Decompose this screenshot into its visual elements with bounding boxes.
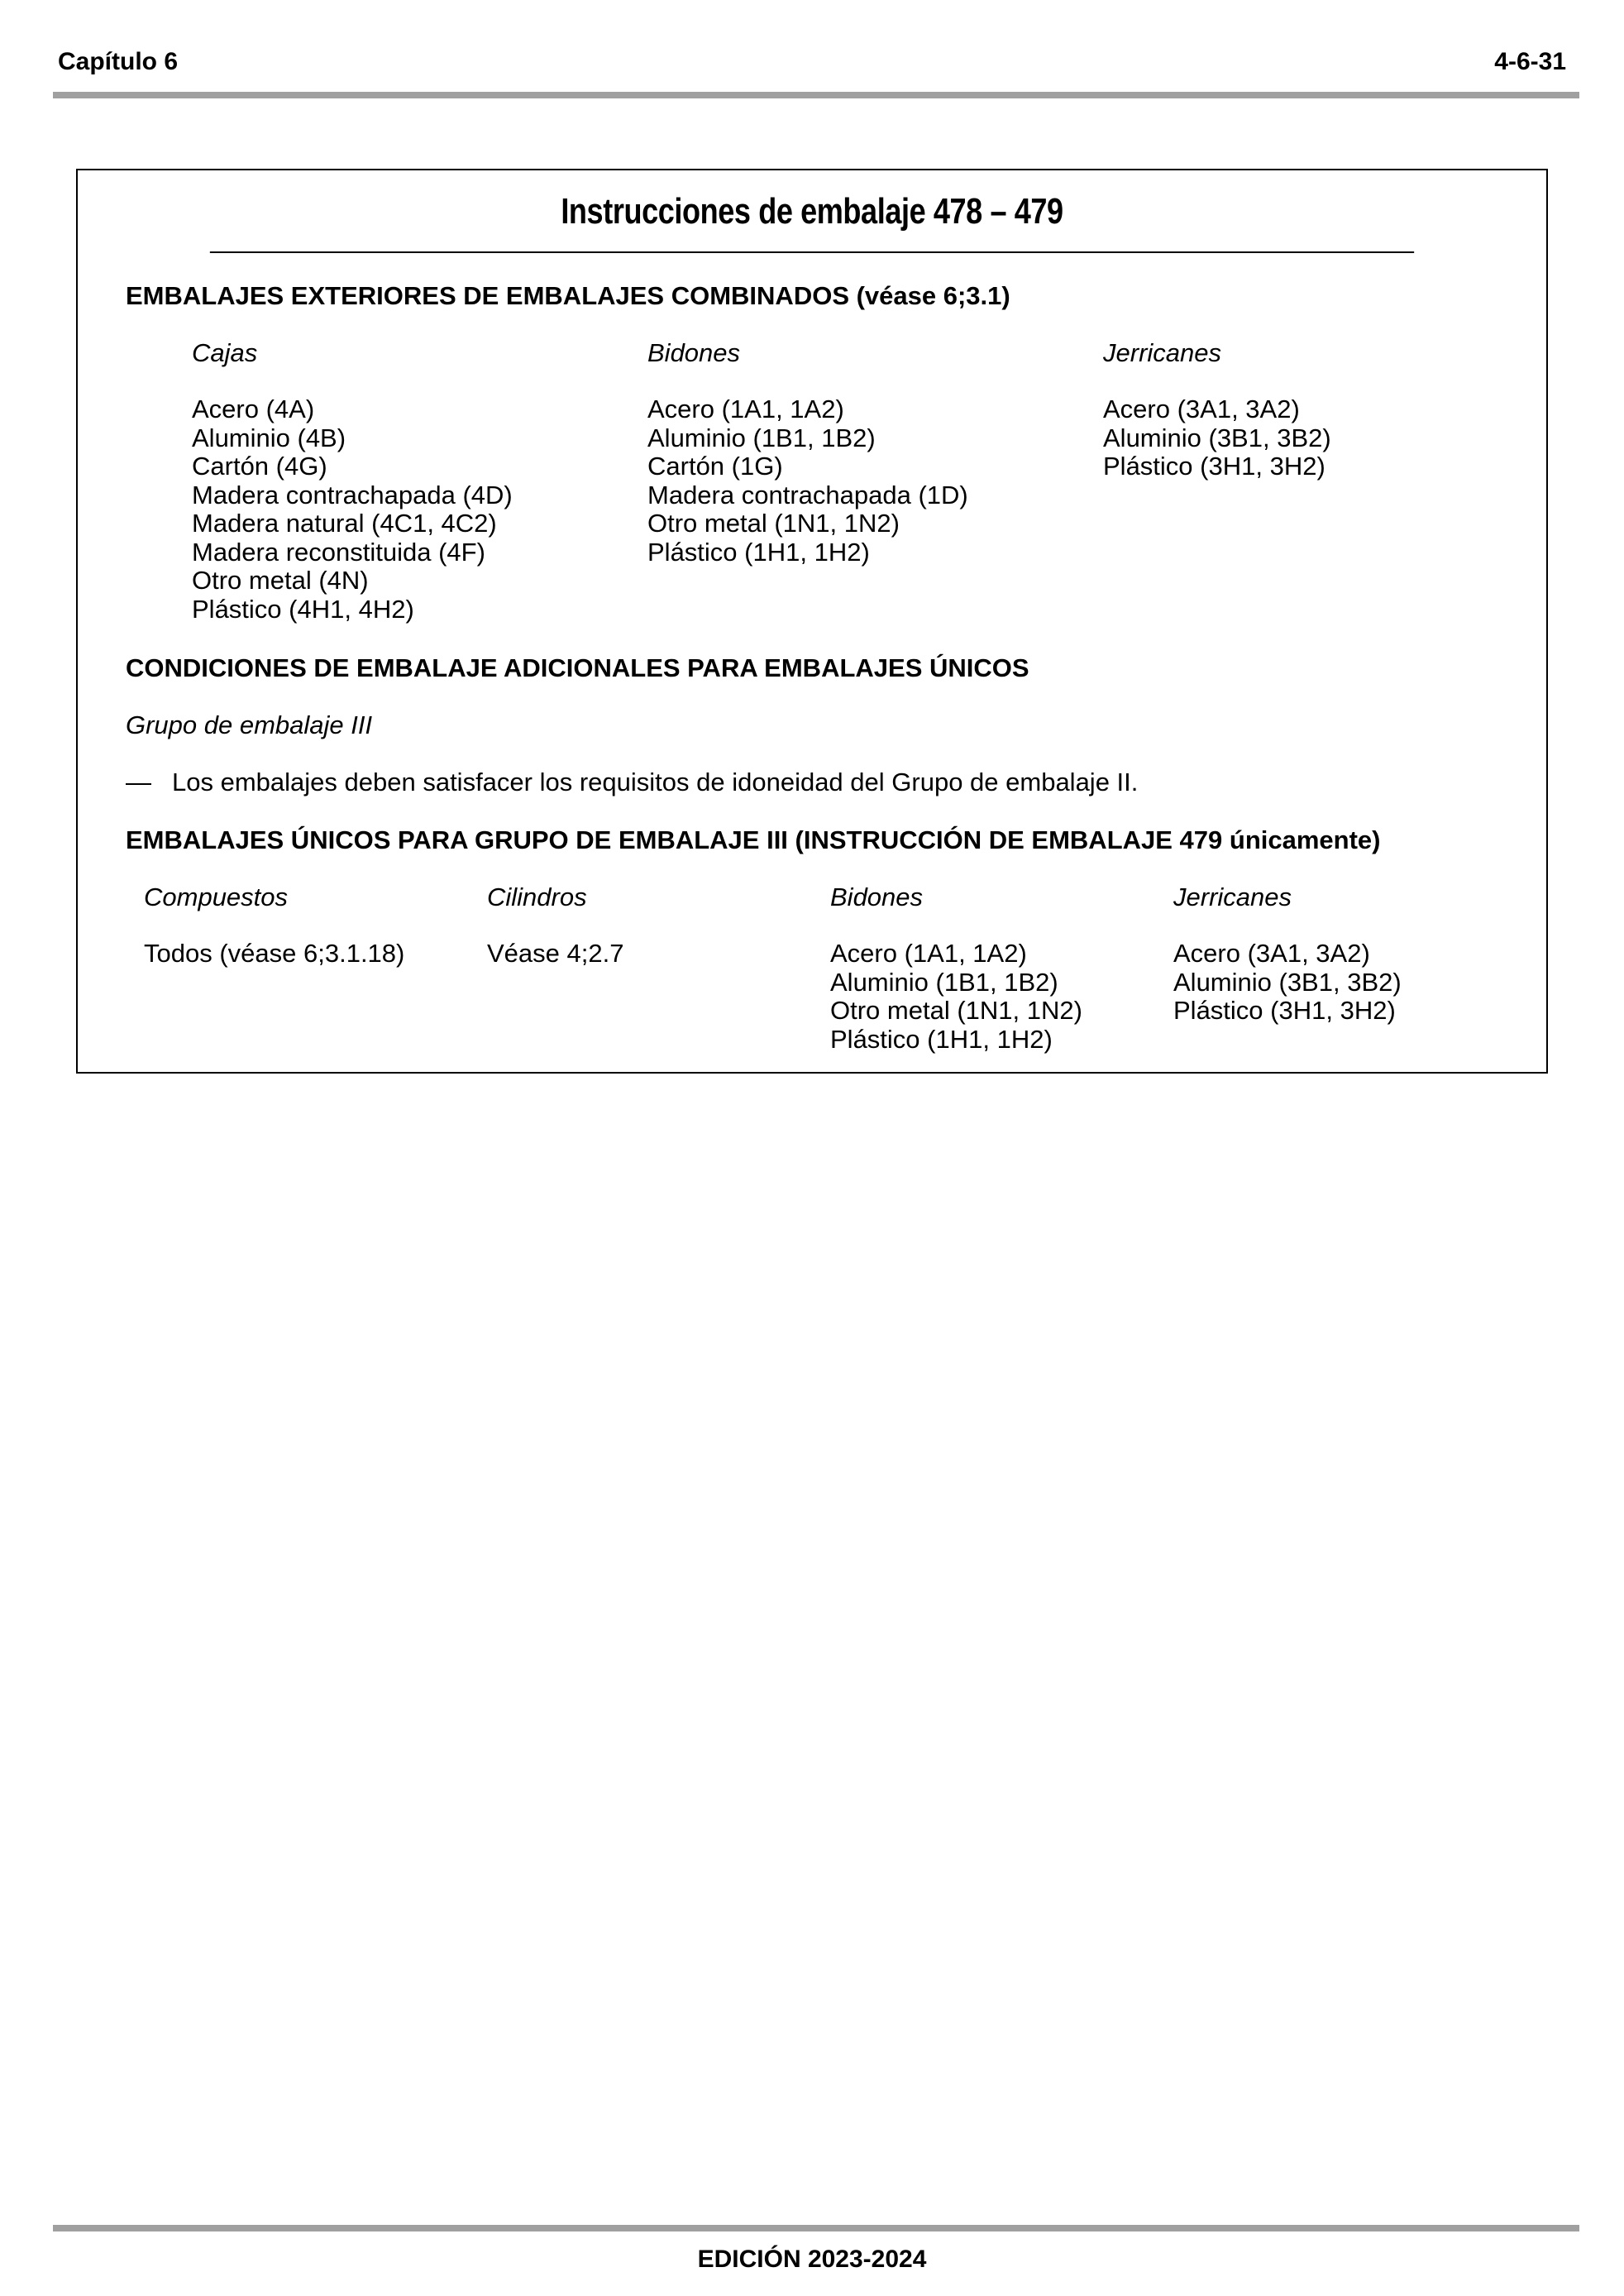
chapter-label: Capítulo 6 — [58, 48, 179, 75]
list-item: Plástico (4H1, 4H2) — [192, 594, 414, 624]
em-dash: — — [126, 768, 151, 796]
list-item: Otro metal (4N) — [192, 566, 369, 595]
section2-note-text: Los embalajes deben satisfacer los requisitos de idoneidad del Grupo de embalaje II. — [172, 768, 1139, 796]
section3-heading: EMBALAJES ÚNICOS PARA GRUPO DE EMBALAJE III (INSTRUCCIÓN DE EMBALAJE 479 únicamente) — [126, 825, 1381, 854]
list-item: Plástico (3H1, 3H2) — [1173, 996, 1396, 1025]
footer-rule — [53, 2225, 1579, 2231]
list-item: Aluminio (3B1, 3B2) — [1103, 423, 1331, 452]
section2-heading: CONDICIONES DE EMBALAJE ADICIONALES PARA EMBALAJES ÚNICOS — [126, 653, 1029, 682]
page-number: 4-6-31 — [1494, 48, 1566, 75]
section1-heading: EMBALAJES EXTERIORES DE EMBALAJES COMBINADOS (véase 6;3.1) — [126, 281, 1010, 310]
list-item: Acero (4A) — [192, 395, 315, 423]
list-item: Aluminio (3B1, 3B2) — [1173, 967, 1402, 997]
packing-instruction-box — [76, 169, 1548, 1074]
page-footer: EDICIÓN 2023-2024 — [697, 2246, 927, 2273]
list-item: Aluminio (1B1, 1B2) — [647, 423, 876, 452]
section1-col3-title: Jerricanes — [1103, 338, 1221, 367]
header-rule — [53, 92, 1579, 98]
list-item: Todos (véase 6;3.1.18) — [144, 939, 405, 968]
list-item: Cartón (1G) — [647, 452, 783, 481]
section3-col2-list — [487, 940, 623, 969]
list-item: Plástico (1H1, 1H2) — [647, 537, 870, 567]
section1-col1-list — [192, 395, 513, 624]
list-item: Madera natural (4C1, 4C2) — [192, 509, 497, 538]
list-item: Acero (1A1, 1A2) — [830, 939, 1027, 968]
list-item: Madera reconstituida (4F) — [192, 537, 485, 567]
list-item: Madera contrachapada (1D) — [647, 480, 968, 509]
list-item: Otro metal (1N1, 1N2) — [830, 996, 1082, 1025]
list-item: Acero (1A1, 1A2) — [647, 395, 844, 423]
list-item: Madera contrachapada (4D) — [192, 480, 513, 509]
section3-col3-list — [830, 940, 1082, 1054]
list-item: Cartón (4G) — [192, 452, 327, 481]
list-item: Otro metal (1N1, 1N2) — [647, 509, 900, 538]
section1-col2-title: Bidones — [647, 338, 741, 367]
section2-note — [126, 768, 1138, 797]
list-item: Aluminio (1B1, 1B2) — [830, 967, 1058, 997]
section3-col1-list — [144, 940, 404, 969]
section1-col3-list — [1103, 395, 1331, 481]
list-item: Aluminio (4B) — [192, 423, 346, 452]
list-item: Plástico (1H1, 1H2) — [830, 1024, 1053, 1054]
section1-col2-list — [647, 395, 968, 567]
section3-col1-title: Compuestos — [144, 883, 289, 911]
box-title: Instrucciones de embalaje 478 – 479 — [210, 170, 1414, 253]
section3-col4-list — [1173, 940, 1402, 1026]
list-item: Véase 4;2.7 — [487, 939, 624, 968]
section2-subheading: Grupo de embalaje III — [126, 710, 373, 739]
list-item: Plástico (3H1, 3H2) — [1103, 452, 1325, 481]
section1-col1-title: Cajas — [192, 338, 258, 367]
section3-col4-title: Jerricanes — [1173, 883, 1292, 911]
list-item: Acero (3A1, 3A2) — [1173, 939, 1370, 968]
section3-col3-title: Bidones — [830, 883, 924, 911]
page-header — [58, 48, 1566, 81]
section3-col2-title: Cilindros — [487, 883, 587, 911]
list-item: Acero (3A1, 3A2) — [1103, 395, 1300, 423]
